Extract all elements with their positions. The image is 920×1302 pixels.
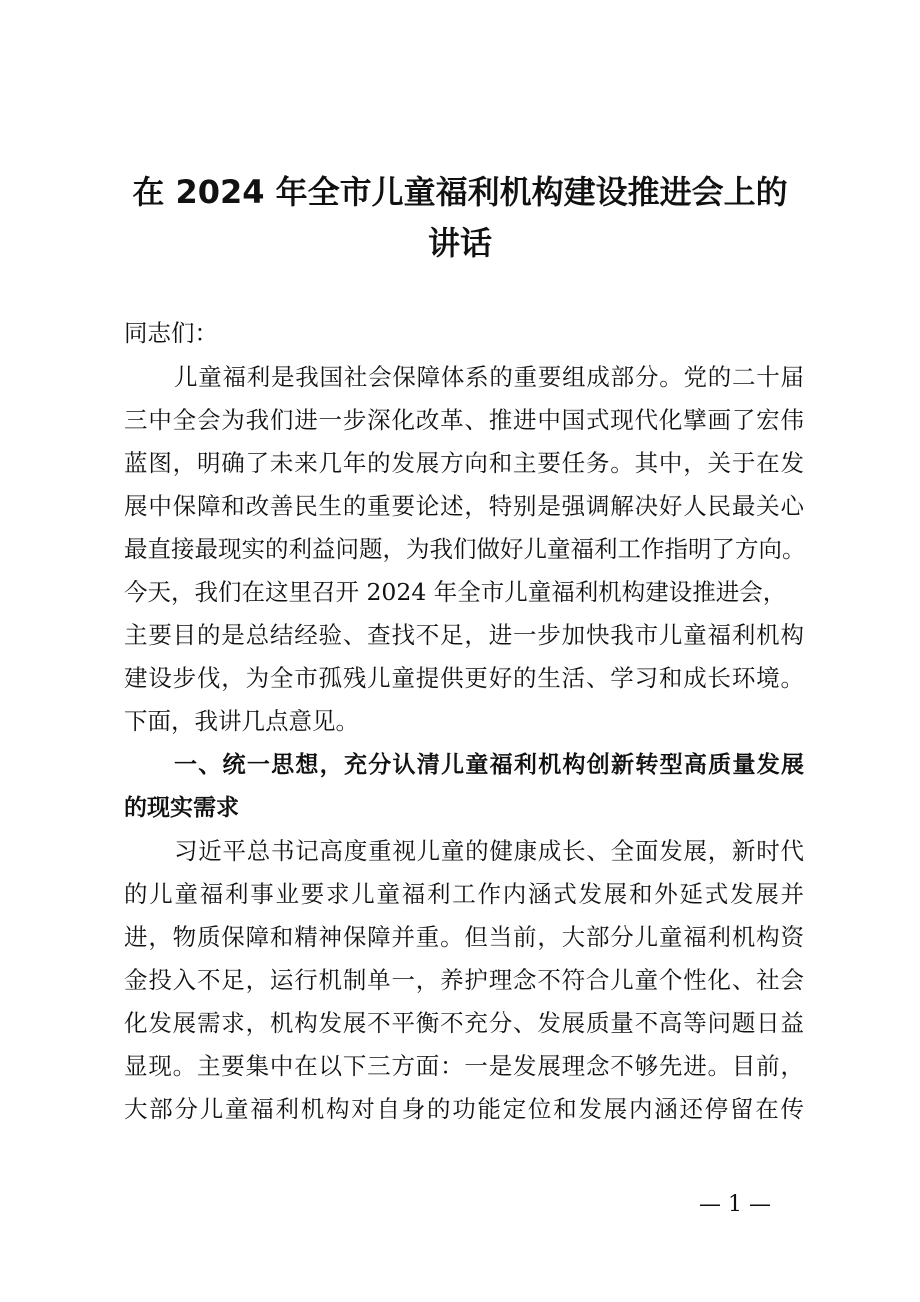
paragraph-line: 三中全会为我们进一步深化改革、推进中国式现代化擘画了宏伟 (124, 406, 804, 434)
paragraph-line: 化发展需求，机构发展不平衡不充分、发展质量不高等问题日益 (124, 1009, 804, 1037)
paragraph-line: 蓝图，明确了未来几年的发展方向和主要任务。其中，关于在发 (124, 449, 804, 477)
section-heading-line: 的现实需求 (124, 795, 239, 821)
paragraph-line: 儿童福利是我国社会保障体系的重要组成部分。党的二十届 (174, 363, 804, 391)
paragraph-line: 下面，我讲几点意见。 (124, 707, 359, 735)
paragraph-line: 建设步伐，为全市孤残儿童提供更好的生活、学习和成长环境。 (124, 664, 804, 692)
paragraph-line: 显现。主要集中在以下三方面：一是发展理念不够先进。目前， (124, 1052, 804, 1080)
paragraph-line: 金投入不足，运行机制单一，养护理念不符合儿童个性化、社会 (124, 966, 804, 994)
document-title-line1: 在 2024 年全市儿童福利机构建设推进会上的 (132, 173, 788, 211)
paragraph-line: 主要目的是总结经验、查找不足，进一步加快我市儿童福利机构 (124, 621, 804, 649)
salutation: 同志们： (124, 319, 218, 347)
paragraph-line: 的儿童福利事业要求儿童福利工作内涵式发展和外延式发展并 (124, 880, 804, 908)
paragraph-line: 习近平总书记高度重视儿童的健康成长、全面发展，新时代 (174, 837, 804, 865)
document-title-line2: 讲话 (427, 224, 492, 262)
paragraph-line: 今天，我们在这里召开 2024 年全市儿童福利机构建设推进会， (124, 578, 787, 606)
paragraph-line: 进，物质保障和精神保障并重。但当前，大部分儿童福利机构资 (124, 923, 804, 951)
paragraph-line: 大部分儿童福利机构对自身的功能定位和发展内涵还停留在传 (124, 1095, 804, 1123)
page-number: — 1 — (699, 1192, 771, 1217)
paragraph-line: 展中保障和改善民生的重要论述，特别是强调解决好人民最关心 (124, 492, 804, 520)
section-heading-line: 一、统一思想，充分认清儿童福利机构创新转型高质量发展 (174, 752, 804, 778)
paragraph-line: 最直接最现实的利益问题，为我们做好儿童福利工作指明了方向。 (124, 535, 806, 563)
